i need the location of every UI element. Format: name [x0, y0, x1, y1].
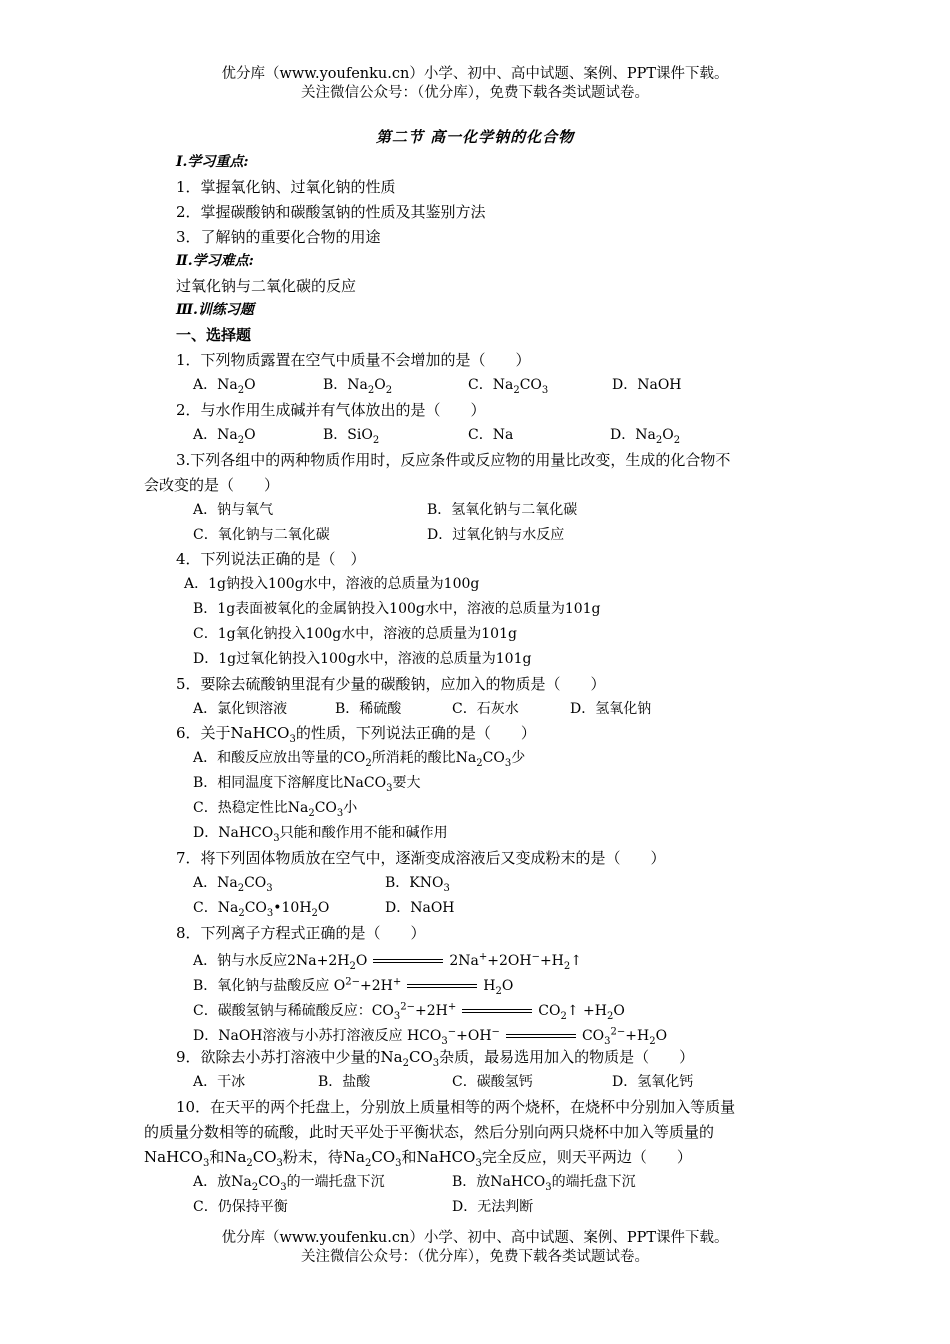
- question-4-option-d: D．1g过氧化钠投入100g水中，溶液的总质量为101g: [193, 651, 532, 667]
- page-title: 第二节 高一化学钠的化合物: [375, 128, 575, 146]
- footer-line-2: 关注微信公众号：（优分库），免费下载各类试题试卷。: [301, 1249, 649, 1265]
- header-line-1: 优分库（www.youfenku.cn）小学、初中、高中试题、案例、PPT课件下载。: [221, 66, 729, 82]
- footer-line-1: 优分库（www.youfenku.cn）小学、初中、高中试题、案例、PPT课件下载。: [221, 1230, 729, 1246]
- question-10-option-d: D．无法判断: [452, 1199, 534, 1215]
- question-2-option-c: C．Na: [468, 427, 514, 443]
- section-3-heading: Ⅲ.训练习题: [176, 302, 254, 318]
- question-1-option-d: D．NaOH: [612, 377, 682, 393]
- question-9-option-a: A．干冰: [193, 1074, 246, 1090]
- question-3-stem-line-1: 3.下列各组中的两种物质作用时，反应条件或反应物的用量比改变，生成的化合物不: [176, 451, 731, 469]
- section-2-heading: Ⅱ.学习难点:: [176, 253, 254, 269]
- question-5-option-d: D．氢氧化钠: [570, 701, 652, 717]
- question-1-option-c: C．$Na_2CO_3$: [468, 377, 549, 396]
- question-3-stem-line-2: 会改变的是（ ）: [144, 476, 280, 494]
- focus-item-2: 2．掌握碳酸钠和碳酸氢钠的性质及其鉴别方法: [176, 203, 486, 221]
- question-3-option-c: C．氧化钠与二氧化碳: [193, 527, 330, 543]
- question-7-option-d: D．NaOH: [385, 900, 455, 916]
- question-6-option-d: D．NaHCO$_3$只能和酸作用不能和碱作用: [193, 825, 448, 844]
- question-7-option-b: B．$KNO_3$: [385, 875, 450, 894]
- question-2-option-d: D．$Na_2O_2$: [610, 427, 681, 446]
- question-8-option-c: C．碳酸氢钠与稀硫酸反应：$CO_3^{2-}+2H^+$ $CO_2↑ +H_2O$: [193, 1001, 625, 1022]
- question-3-option-a: A．钠与氧气: [193, 502, 274, 518]
- question-5-option-c: C．石灰水: [452, 701, 519, 717]
- header-line-2: 关注微信公众号：（优分库），免费下载各类试题试卷。: [301, 85, 649, 101]
- question-9-option-b: B．盐酸: [318, 1074, 371, 1090]
- question-10-option-a: A．放$Na_2CO_3$的一端托盘下沉: [193, 1174, 385, 1193]
- question-1-option-b: B．$Na_2O_2$: [323, 377, 393, 396]
- question-10-option-c: C．仍保持平衡: [193, 1199, 288, 1215]
- section-3-subheading: 一、选择题: [176, 326, 252, 344]
- question-8-stem: 8．下列离子方程式正确的是（ ）: [176, 924, 426, 942]
- focus-item-1: 1．掌握氧化钠、过氧化钠的性质: [176, 178, 396, 196]
- question-6-option-c: C．热稳定性比$Na_2CO_3$小: [193, 800, 358, 819]
- equals-sign-icon: [373, 959, 443, 963]
- question-9-option-d: D．氢氧化钙: [612, 1074, 694, 1090]
- question-4-option-a: A．1g钠投入100g水中，溶液的总质量为100g: [184, 576, 480, 592]
- equals-sign-icon: [462, 1009, 532, 1013]
- question-7-option-a: A．$Na_2CO_3$: [193, 875, 273, 894]
- question-10-line-1: 10．在天平的两个托盘上，分别放上质量相等的两个烧杯，在烧杯中分别加入等质量: [176, 1098, 736, 1116]
- equals-sign-icon: [506, 1034, 576, 1038]
- question-10-line-2: 的质量分数相等的硫酸，此时天平处于平衡状态，然后分别向两只烧杯中加入等质量的: [144, 1123, 715, 1141]
- question-1-option-a: A．$Na_2O$: [193, 377, 256, 396]
- question-8-option-d: D．NaOH溶液与小苏打溶液反应 $HCO_3^-+OH^-$ $CO_3^{2-}+H_2O$: [193, 1026, 668, 1047]
- question-5-option-a: A．氯化钡溶液: [193, 701, 288, 717]
- equals-sign-icon: [407, 984, 477, 988]
- question-2-stem: 2．与水作用生成碱并有气体放出的是（ ）: [176, 401, 486, 419]
- question-8-option-a: A．钠与水反应$2Na+2H_2O$ $2Na^++2OH^-+H_2↑$: [193, 951, 583, 972]
- question-6-stem: 6．关于NaHCO$_3$的性质，下列说法正确的是（ ）: [176, 724, 536, 745]
- question-1-stem: 1．下列物质露置在空气中质量不会增加的是（ ）: [176, 351, 531, 369]
- question-9-stem: 9．欲除去小苏打溶液中少量的$Na_2CO_3$杂质，最易选用加入的物质是（ ）: [176, 1048, 695, 1069]
- question-10-line-3: NaHCO$_3$和$Na_2CO_3$粉末，待$Na_2CO_3$和NaHCO$_3$完全反应，则天平两边（ ）: [144, 1148, 692, 1169]
- question-5-option-b: B．稀硫酸: [335, 701, 402, 717]
- question-8-option-b: B．氧化钠与盐酸反应 $O^{2-}+2H^+$ $H_2O$: [193, 976, 514, 997]
- question-7-option-c: C．$Na_2CO_3•10H_2O$: [193, 900, 330, 919]
- question-3-option-d: D．过氧化钠与水反应: [427, 527, 565, 543]
- question-3-option-b: B．氢氧化钠与二氧化碳: [427, 502, 578, 518]
- section-1-heading: Ⅰ.学习重点:: [176, 154, 249, 170]
- question-6-option-b: B．相同温度下溶解度比NaCO$_3$要大: [193, 775, 421, 794]
- question-4-option-c: C．1g氧化钠投入100g水中，溶液的总质量为101g: [193, 626, 517, 642]
- focus-item-3: 3．了解钠的重要化合物的用途: [176, 228, 381, 246]
- question-7-stem: 7．将下列固体物质放在空气中，逐渐变成溶液后又变成粉末的是（ ）: [176, 849, 666, 867]
- difficulty-text: 过氧化钠与二氧化碳的反应: [176, 277, 357, 295]
- question-4-option-b: B．1g表面被氧化的金属钠投入100g水中，溶液的总质量为101g: [193, 601, 601, 617]
- question-2-option-a: A．$Na_2O$: [193, 427, 256, 446]
- question-4-stem: 4．下列说法正确的是（ ）: [176, 550, 366, 568]
- question-5-stem: 5．要除去硫酸钠里混有少量的碳酸钠，应加入的物质是（ ）: [176, 675, 606, 693]
- question-6-option-a: A．和酸反应放出等量的$CO_2$所消耗的酸比$Na_2CO_3$少: [193, 750, 526, 769]
- question-10-option-b: B．放NaHCO$_3$的端托盘下沉: [452, 1174, 636, 1193]
- question-2-option-b: B．SiO$_2$: [323, 427, 380, 446]
- question-9-option-c: C．碳酸氢钙: [452, 1074, 533, 1090]
